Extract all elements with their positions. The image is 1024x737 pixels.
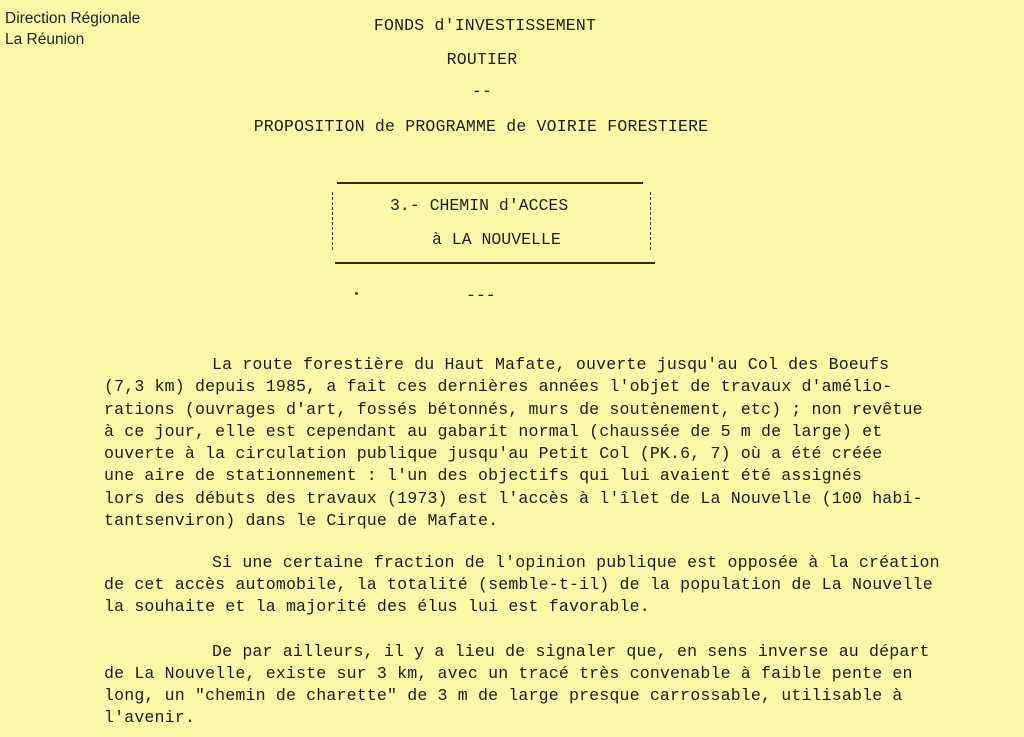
paragraph-1-line: (7,3 km) depuis 1985, a fait ces dernières années l'objet de travaux d'amélio- <box>104 377 893 396</box>
title-line-3: PROPOSITION de PROGRAMME de VOIRIE FORESTIERE <box>253 117 709 136</box>
organization-name: Direction Régionale <box>5 10 141 27</box>
title-line-2: ROUTIER <box>446 50 518 69</box>
paragraph-2-line: la souhaite et la majorité des élus lui est favorable. <box>104 597 650 616</box>
box-bottom-rule <box>335 262 655 264</box>
paragraph-1-line: à ce jour, elle est cependant au gabarit normal (chaussée de 5 m de large) et <box>104 422 883 441</box>
paragraph-3-line: de La Nouvelle, existe sur 3 km, avec un tracé très convenable à faible pente en <box>104 664 913 683</box>
title-separator: -- <box>471 82 493 101</box>
paragraph-1-line: tantsenviron) dans le Cirque de Mafate. <box>104 511 499 530</box>
paragraph-1-line: lors des débuts des travaux (1973) est l'accès à l'îlet de La Nouvelle (100 habi- <box>104 489 923 508</box>
paragraph-3-line: long, un "chemin de charette" de 3 m de large presque carrossable, utilisable à <box>104 686 903 705</box>
paragraph-1-line: rations (ouvrages d'art, fossés bétonnés, murs de soutènement, etc) ; non revêtue <box>104 400 923 419</box>
section-heading-box <box>332 182 652 262</box>
paragraph-1-line: une aire de stationnement : l'un des objectifs qui lui avaient été assignés <box>104 466 863 485</box>
section-separator: --- <box>466 286 496 305</box>
organization-region: La Réunion <box>5 31 85 48</box>
box-top-rule <box>337 182 643 184</box>
box-left-rule <box>332 192 333 250</box>
paragraph-2-line: Si une certaine fraction de l'opinion publique est opposée à la création <box>212 553 940 572</box>
paragraph-1-line: La route forestière du Haut Mafate, ouverte jusqu'au Col des Boeufs <box>212 355 890 374</box>
paragraph-1-line: ouverte à la circulation publique jusqu'au Petit Col (PK.6, 7) où a été créée <box>104 444 883 463</box>
section-heading-line-1: 3.- CHEMIN d'ACCES <box>390 196 569 215</box>
paragraph-3-line: l'avenir. <box>104 708 195 727</box>
paragraph-3-line: De par ailleurs, il y a lieu de signaler que, en sens inverse au départ <box>212 642 930 661</box>
box-right-rule <box>650 192 651 250</box>
section-heading-line-2: à LA NOUVELLE <box>432 230 561 249</box>
paragraph-2-line: de cet accès automobile, la totalité (semble-t-il) de la population de La Nouvelle <box>104 575 933 594</box>
stray-dot <box>355 292 358 295</box>
title-line-1: FONDS d'INVESTISSEMENT <box>373 16 597 35</box>
